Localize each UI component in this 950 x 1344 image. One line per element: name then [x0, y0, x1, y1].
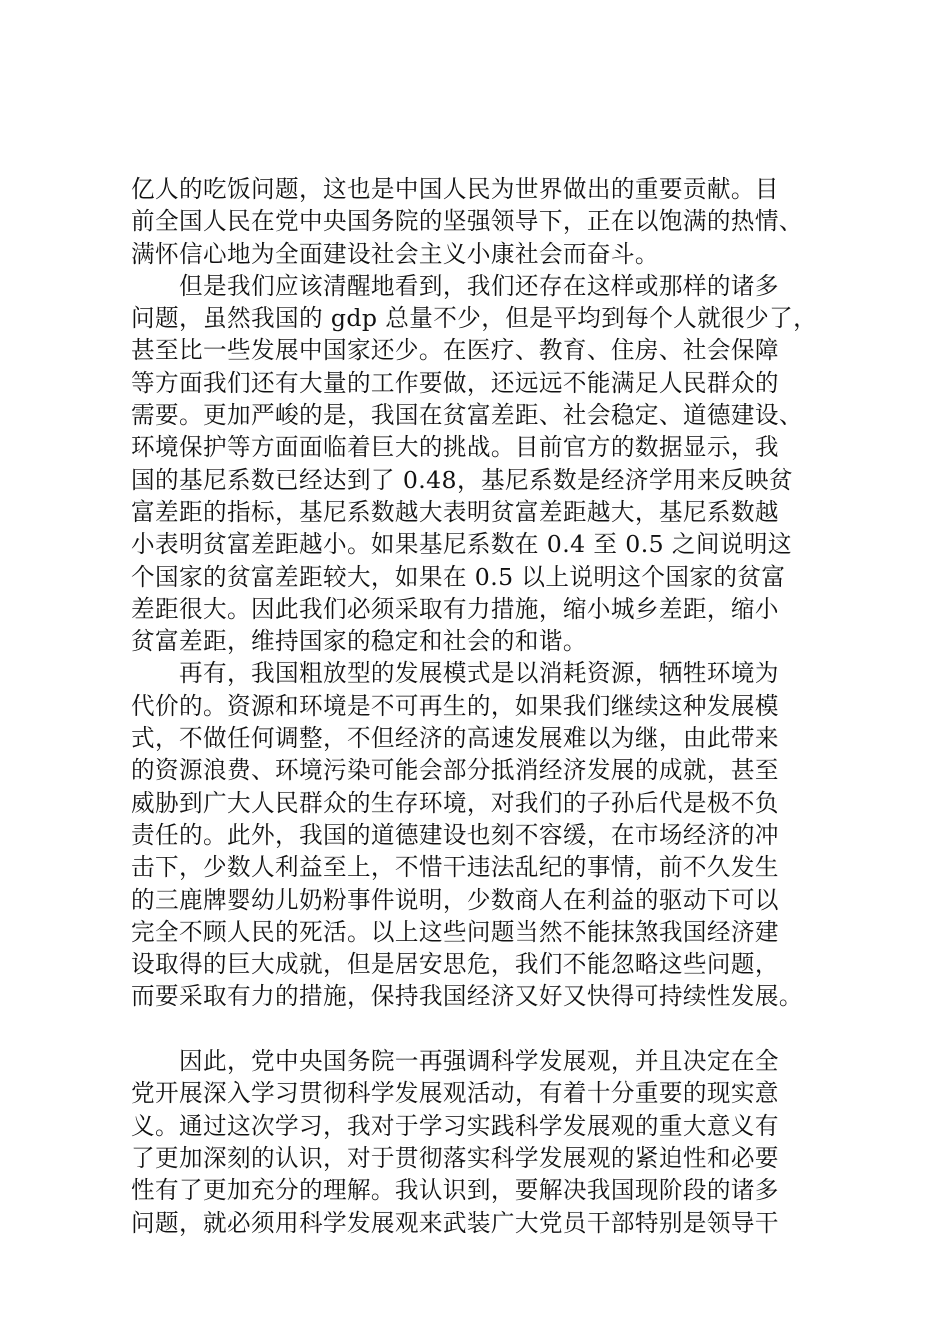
paragraph-start-line: 但是我们应该清醒地看到，我们还存在这样或那样的诸多: [131, 271, 779, 300]
text-line: 富差距的指标，基尼系数越大表明贫富差距越大，基尼系数越: [131, 497, 779, 526]
text-line: 威胁到广大人民群众的生存环境，对我们的子孙后代是极不负: [131, 788, 779, 817]
text-line: 的资源浪费、环境污染可能会部分抵消经济发展的成就，甚至: [131, 756, 779, 785]
text-line: 小表明贫富差距越小。如果基尼系数在 0.4 至 0.5 之间说明这: [131, 530, 792, 559]
text-line: 国的基尼系数已经达到了 0.48，基尼系数是经济学用来反映贫: [131, 465, 793, 494]
text-line: 而要采取有力的措施，保持我国经济又好又快得可持续性发展。: [131, 982, 803, 1011]
text-line: 式，不做任何调整，不但经济的高速发展难以为继，由此带来: [131, 724, 779, 753]
text-line: 亿人的吃饭问题，这也是中国人民为世界做出的重要贡献。目: [131, 175, 779, 203]
text-line: 完全不顾人民的死活。以上这些问题当然不能抹煞我国经济建: [131, 917, 779, 946]
text-line: 党开展深入学习贯彻科学发展观活动，有着十分重要的现实意: [131, 1079, 779, 1108]
text-line: 问题，就必须用科学发展观来武装广大党员干部特别是领导干: [131, 1208, 779, 1237]
text-line: 设取得的巨大成就，但是居安思危，我们不能忽略这些问题，: [131, 950, 779, 979]
text-line: 满怀信心地为全面建设社会主义小康社会而奋斗。: [131, 239, 659, 268]
text-line: 问题，虽然我国的 gdp 总量不少，但是平均到每个人就很少了，: [131, 304, 818, 333]
text-line: 等方面我们还有大量的工作要做，还远远不能满足人民群众的: [131, 368, 779, 397]
paragraph-start-line: 再有，我国粗放型的发展模式是以消耗资源，牺牲环境为: [131, 659, 779, 688]
text-line: 前全国人民在党中央国务院的坚强领导下，正在以饱满的热情、: [131, 207, 803, 236]
text-line: 的三鹿牌婴幼儿奶粉事件说明，少数商人在利益的驱动下可以: [131, 885, 779, 914]
text-line: 贫富差距，维持国家的稳定和社会的和谐。: [131, 627, 587, 656]
text-line: 个国家的贫富差距较大，如果在 0.5 以上说明这个国家的贫富: [131, 562, 786, 591]
text-line: 需要。更加严峻的是，我国在贫富差距、社会稳定、道德建设、: [131, 401, 803, 430]
text-line: 环境保护等方面面临着巨大的挑战。目前官方的数据显示，我: [131, 433, 779, 462]
text-line: 代价的。资源和环境是不可再生的，如果我们继续这种发展模: [131, 691, 779, 720]
text-line: 了更加深刻的认识，对于贯彻落实科学发展观的紧迫性和必要: [131, 1143, 779, 1172]
text-line: 责任的。此外，我国的道德建设也刻不容缓，在市场经济的冲: [131, 820, 779, 849]
text-line: 甚至比一些发展中国家还少。在医疗、教育、住房、社会保障: [131, 336, 779, 365]
text-line: 义。通过这次学习，我对于学习实践科学发展观的重大意义有: [131, 1111, 779, 1140]
paragraph-gap: [131, 1013, 851, 1045]
text-line: 差距很大。因此我们必须采取有力措施，缩小城乡差距，缩小: [131, 594, 779, 623]
document-body-text: [131, 173, 851, 1239]
text-line: 性有了更加充分的理解。我认识到，要解决我国现阶段的诸多: [131, 1176, 779, 1205]
paragraph-start-line: 因此，党中央国务院一再强调科学发展观，并且决定在全: [131, 1047, 779, 1076]
text-line: 击下，少数人利益至上，不惜干违法乱纪的事情，前不久发生: [131, 853, 779, 882]
